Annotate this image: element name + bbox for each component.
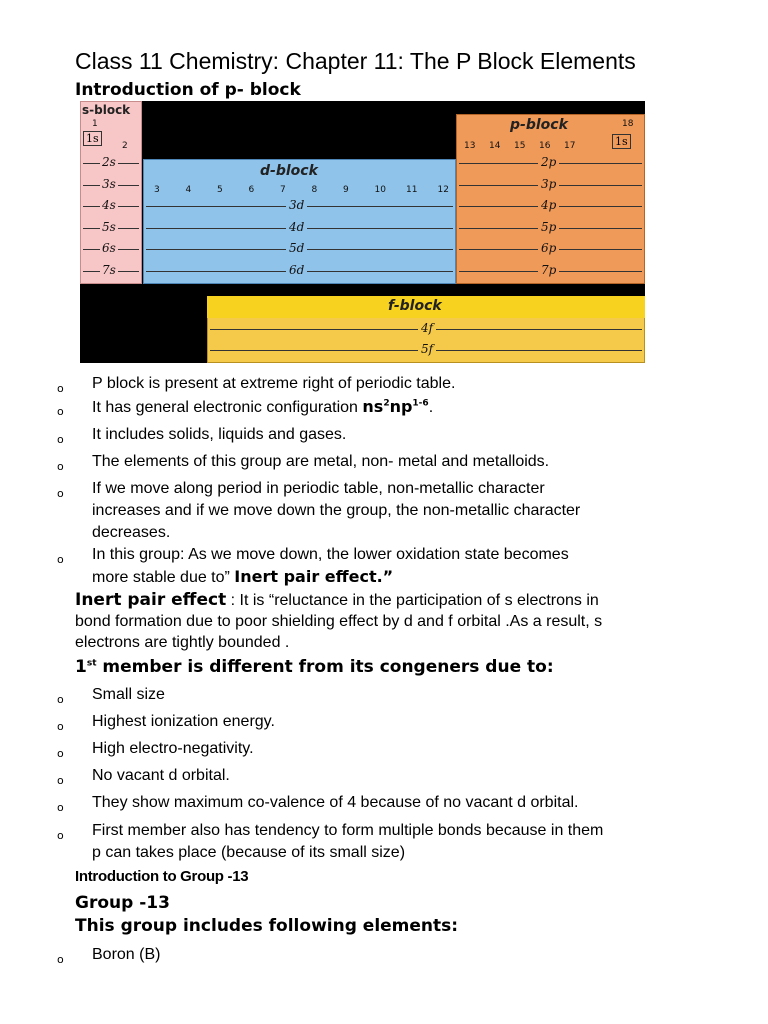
list-item: Boron (B) — [92, 946, 161, 963]
bullet-marker: o — [57, 553, 64, 566]
f-block-label: f-block — [388, 298, 442, 314]
list-item-line: If we move along period in periodic table, non-metallic character — [92, 480, 545, 497]
d-group-number: 9 — [343, 185, 349, 195]
p-orbital-label: 5p — [538, 220, 559, 234]
s-orbital-label: 6s — [102, 241, 116, 255]
p-group-number: 14 — [489, 141, 501, 151]
page-title: Class 11 Chemistry: Chapter 11: The P Block Elements — [75, 48, 636, 74]
bullet-marker: o — [57, 460, 64, 473]
d-group-number: 6 — [248, 185, 255, 195]
list-item-line: decreases. — [92, 524, 171, 541]
s-group-2: 2 — [122, 141, 128, 151]
list-item-text: more stable due to” — [92, 569, 235, 586]
bullet-marker: o — [57, 774, 64, 787]
p-group-number: 16 — [539, 141, 551, 151]
intro-heading: Introduction of p- block — [75, 80, 301, 100]
f-orbital-label: 5f — [418, 342, 436, 356]
bullet-marker: o — [57, 720, 64, 733]
d-group-number: 12 — [437, 185, 449, 195]
bullet-marker: o — [57, 801, 64, 814]
config-np-sup: 1-6 — [412, 398, 429, 409]
s-group-1: 1 — [92, 119, 98, 129]
bullet-marker: o — [57, 829, 64, 842]
f-orbital-label: 4f — [418, 321, 436, 335]
heading-num: 1 — [75, 657, 87, 677]
d-group-number: 8 — [311, 185, 318, 195]
para-line: bond formation due to poor shielding effect by d and f orbital .As a result, s — [75, 613, 603, 630]
periodic-block-diagram — [80, 101, 645, 363]
inert-pair-label: Inert pair effect — [75, 590, 227, 610]
d-group-number: 4 — [185, 185, 192, 195]
list-item: Small size — [92, 686, 165, 703]
s-1s-box: 1s — [83, 131, 102, 146]
heading-sup: st — [86, 658, 97, 669]
config-np: np — [389, 397, 413, 416]
para-line: electrons are tightly bounded . — [75, 634, 290, 651]
bullet-marker: o — [57, 747, 64, 760]
d-group-number: 10 — [374, 185, 386, 195]
p-block-label: p-block — [510, 117, 568, 133]
s-orbital-label: 3s — [102, 176, 116, 191]
d-orbital-label: 4d — [286, 220, 307, 234]
list-item: P block is present at extreme right of periodic table. — [92, 375, 456, 392]
group13-heading: Group -13 — [75, 893, 170, 913]
bullet-marker: o — [57, 433, 64, 446]
p-group-number: 13 — [464, 141, 476, 151]
list-item — [92, 478, 712, 544]
list-item: No vacant d orbital. — [92, 767, 230, 784]
p-orbital-label: 4p — [538, 198, 559, 212]
bullet-marker: o — [57, 953, 64, 966]
p-1s-box: 1s — [612, 134, 631, 149]
para-line — [75, 590, 715, 611]
s-orbital-label: 7s — [102, 262, 116, 277]
list-item: High electro-negativity. — [92, 740, 254, 757]
p-orbital-label: 6p — [538, 241, 559, 255]
d-orbital-label: 3d — [286, 198, 307, 212]
congeners-heading — [75, 657, 554, 677]
d-group-number: 5 — [217, 185, 223, 195]
list-item-line: p can takes place (because of its small size) — [92, 844, 406, 861]
d-orbital-label: 5d — [286, 241, 307, 255]
d-orbital-label: 6d — [286, 263, 307, 277]
inert-pair-inline: Inert pair effect.” — [234, 567, 394, 586]
bullet-marker: o — [57, 487, 64, 500]
s-orbital-label: 5s — [102, 219, 116, 234]
p-orbital-label: 7p — [538, 263, 559, 277]
s-orbital-label: 2s — [102, 155, 116, 169]
list-item: They show maximum co-valence of 4 because of no vacant d orbital. — [92, 794, 579, 811]
p-group-18: 18 — [622, 119, 634, 129]
list-item-line — [92, 566, 712, 589]
p-orbital-label: 2p — [538, 155, 559, 169]
s-block — [80, 101, 142, 284]
bullet-marker: o — [57, 405, 64, 418]
d-block-label: d-block — [260, 163, 318, 179]
list-item-text: It has general electronic configuration — [92, 399, 363, 416]
list-item-line: In this group: As we move down, the lower oxidation state becomes — [92, 546, 569, 563]
list-item: Highest ionization energy. — [92, 713, 275, 730]
list-item: It includes solids, liquids and gases. — [92, 426, 347, 443]
config-ns-sup: 2 — [383, 398, 390, 409]
list-item — [92, 820, 712, 864]
list-item-end: . — [428, 399, 434, 416]
d-group-number: 3 — [154, 185, 160, 195]
d-group-number: 7 — [280, 185, 286, 195]
d-group-number: 11 — [406, 185, 418, 195]
list-item: The elements of this group are metal, non- metal and metalloids. — [92, 453, 550, 470]
s-orbital-label: 4s — [102, 198, 116, 212]
list-item — [92, 396, 712, 419]
p-orbital-label: 3p — [538, 177, 559, 191]
bullet-marker: o — [57, 382, 64, 395]
inert-pair-paragraph — [75, 590, 715, 653]
para-text: : It is “reluctance in the participation of s electrons in — [226, 592, 599, 609]
bullet-marker: o — [57, 693, 64, 706]
group13-subheading: This group includes following elements: — [75, 916, 459, 936]
p-group-number: 17 — [564, 141, 576, 151]
list-item-line: increases and if we move down the group, the non-metallic character — [92, 502, 581, 519]
s-block-label: s-block — [82, 103, 131, 117]
list-item-line: First member also has tendency to form multiple bonds because in them — [92, 822, 604, 839]
group13-intro: Introduction to Group -13 — [75, 868, 249, 885]
list-item — [92, 544, 712, 589]
heading-rest: member is different from its congeners due to: — [96, 657, 554, 677]
config-ns: ns — [362, 397, 384, 416]
p-group-number: 15 — [514, 141, 526, 151]
